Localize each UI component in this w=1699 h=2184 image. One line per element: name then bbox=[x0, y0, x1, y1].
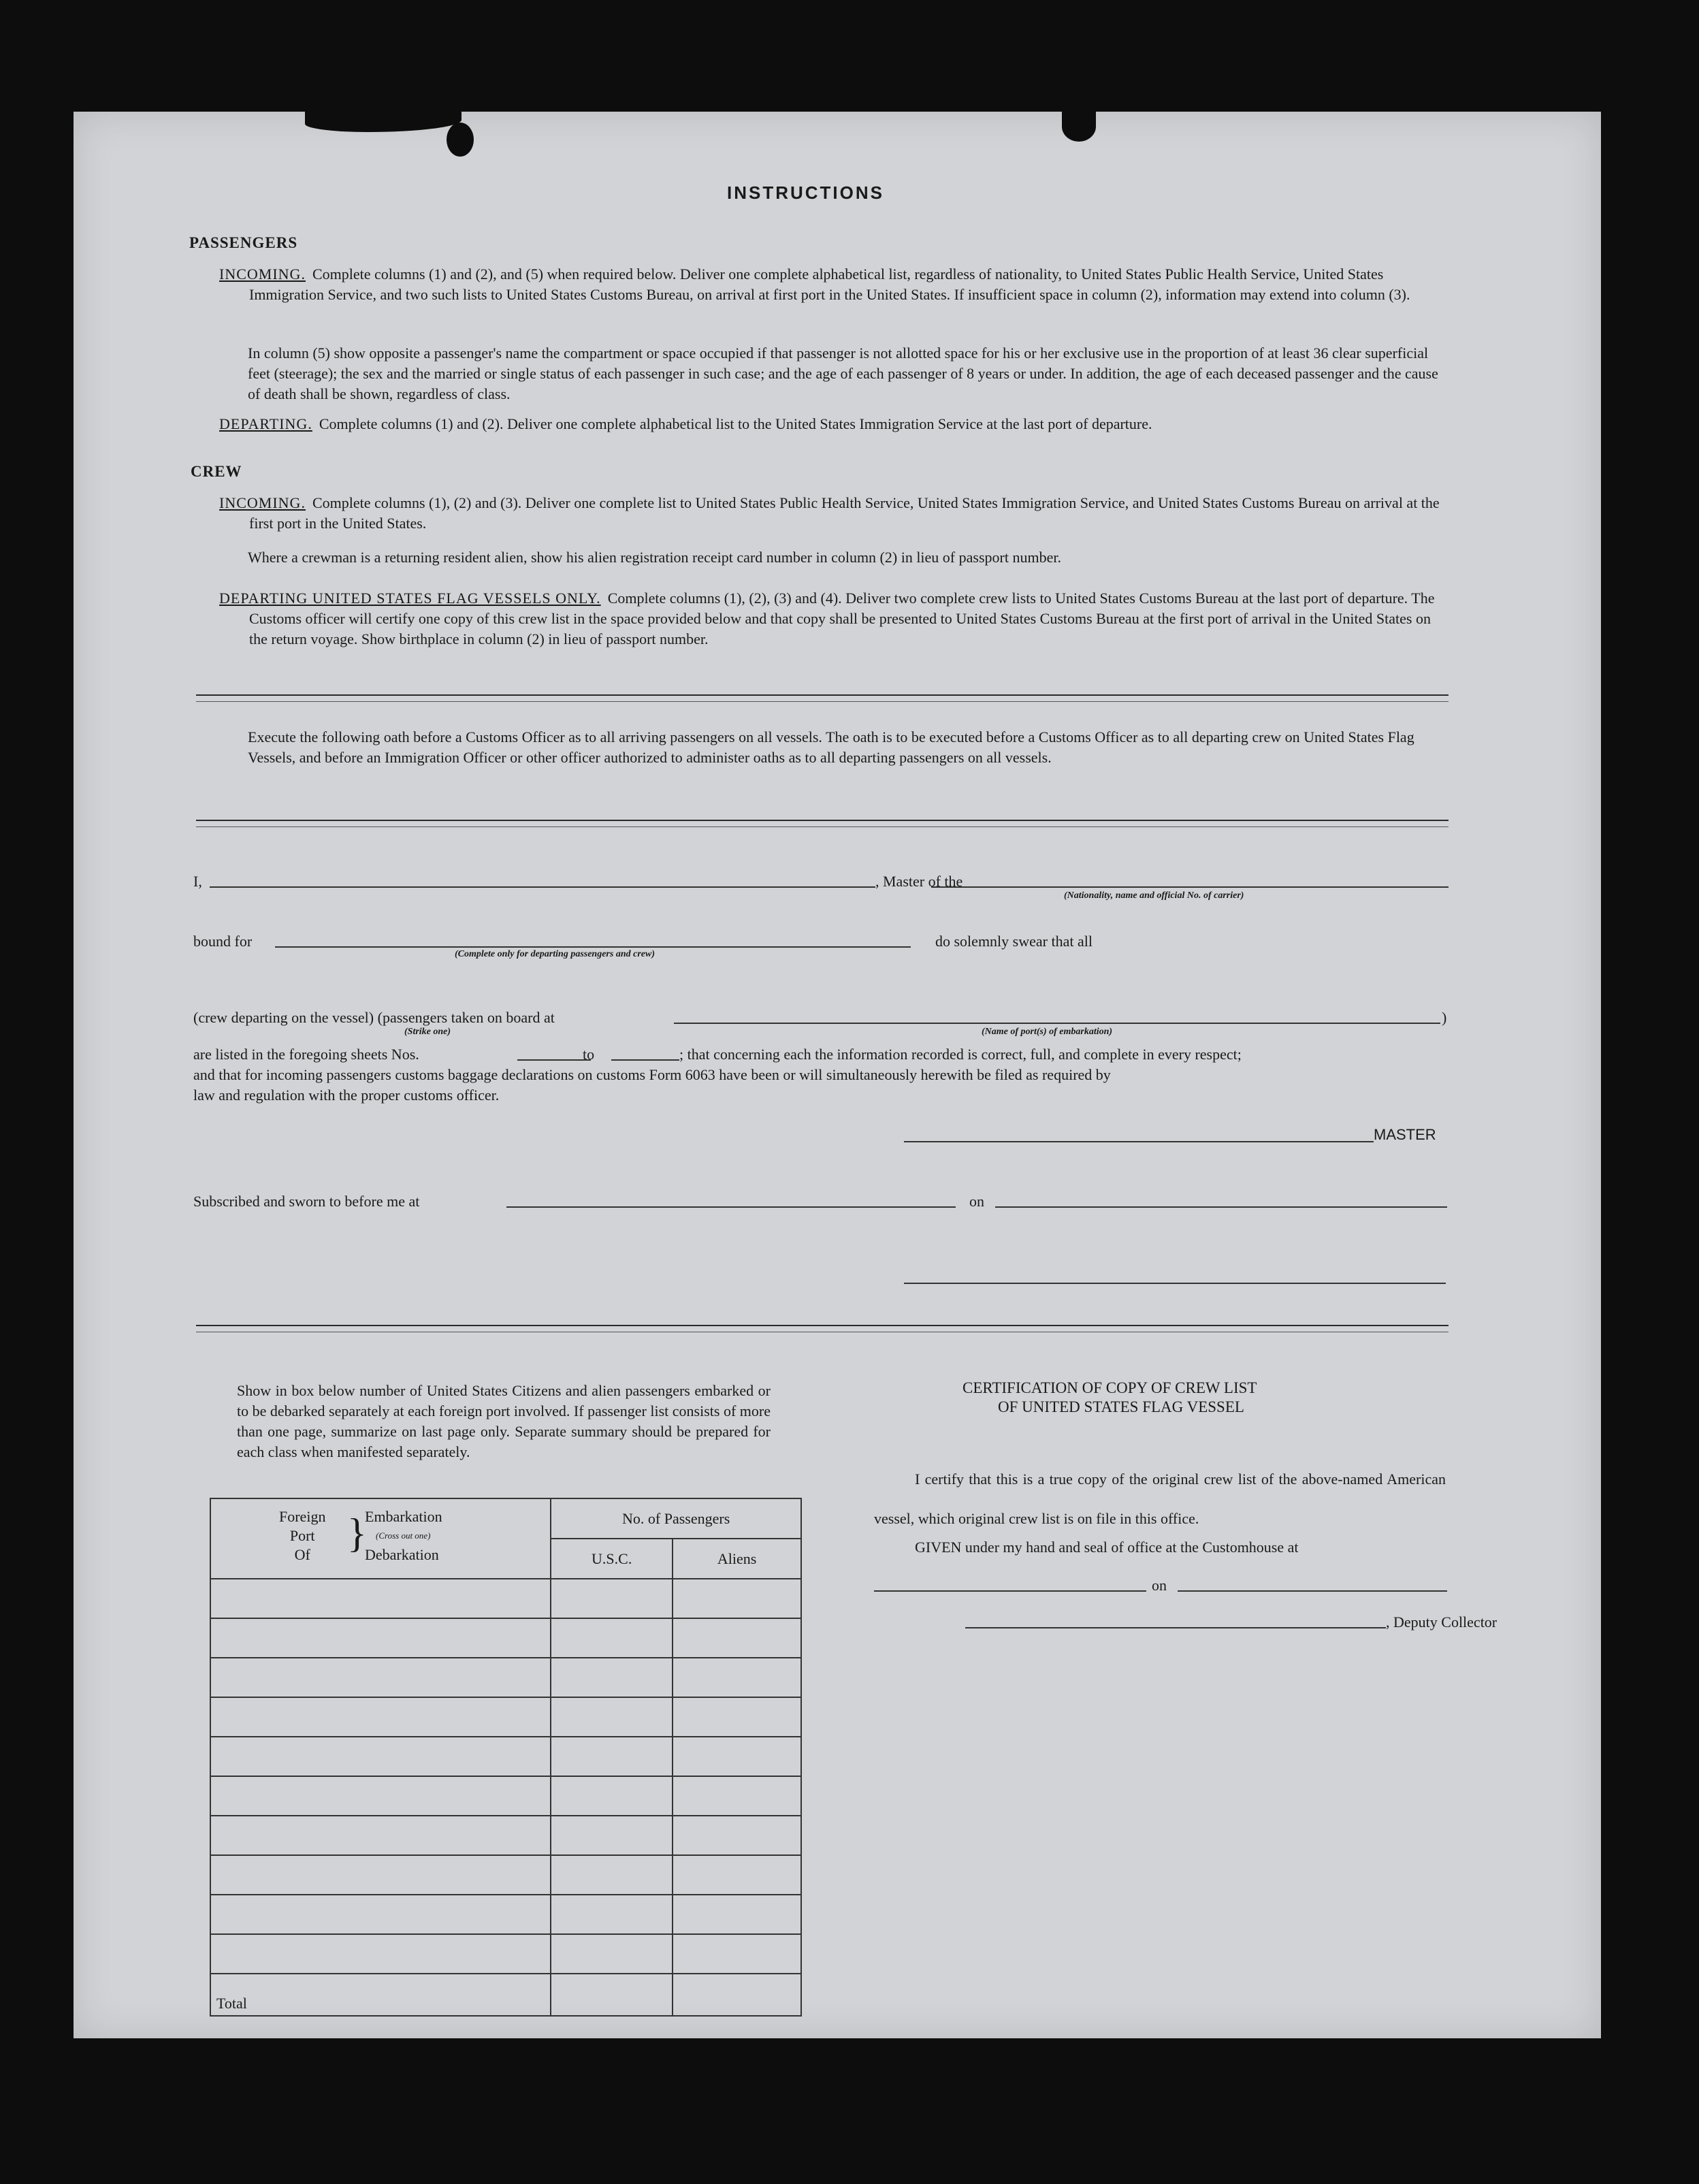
table-row bbox=[210, 1737, 801, 1776]
carrier-field[interactable] bbox=[931, 886, 1449, 888]
certification-on: on bbox=[1152, 1577, 1167, 1594]
subscribed-place-field[interactable] bbox=[506, 1206, 956, 1208]
passenger-summary-table bbox=[210, 1498, 802, 2017]
table-row bbox=[210, 1579, 801, 1618]
passengers-incoming-label: INCOMING. bbox=[219, 266, 306, 283]
port-note: (Name of port(s) of embarkation) bbox=[982, 1027, 1113, 1037]
strike-one-note: (Strike one) bbox=[404, 1027, 451, 1037]
oath-listed-d: law and regulation with the proper customs officer. bbox=[193, 1087, 500, 1104]
certification-date-field[interactable] bbox=[1178, 1590, 1447, 1592]
port-header-cell bbox=[210, 1498, 551, 1579]
aliens-cell[interactable] bbox=[673, 1895, 801, 1934]
aliens-cell[interactable] bbox=[673, 1776, 801, 1816]
aliens-cell[interactable] bbox=[673, 1618, 801, 1658]
aliens-cell[interactable] bbox=[673, 1658, 801, 1697]
divider bbox=[196, 826, 1449, 827]
deputy-collector-label: , Deputy Collector bbox=[1386, 1613, 1498, 1631]
crew-resident-text: Where a crewman is a returning resident alien, show his alien registration receipt card number in column (2) in lieu of passport number. bbox=[248, 549, 1061, 566]
crew-departing-text: Complete columns (1), (2), (3) and (4). Deliver two complete crew lists to United States Customs Bureau at the last port of departure. The Customs officer will certify one copy of this crew list in the space provided below and that copy shall be presented to United States Customs Bureau at the first port of arrival in the United States on the return voyage. Show birthplace in column (2) in lieu of passport number. bbox=[249, 590, 1435, 647]
usc-header: U.S.C. bbox=[551, 1539, 673, 1579]
aliens-cell[interactable] bbox=[673, 1737, 801, 1776]
port-cell[interactable] bbox=[210, 1934, 551, 1974]
port-cell[interactable] bbox=[210, 1618, 551, 1658]
form-page bbox=[74, 112, 1601, 2038]
usc-cell[interactable] bbox=[551, 1697, 673, 1737]
oath-to: to bbox=[583, 1046, 595, 1063]
oath-close-paren: ) bbox=[1442, 1009, 1447, 1026]
no-of-passengers-header: No. of Passengers bbox=[551, 1498, 801, 1539]
usc-cell[interactable] bbox=[551, 1934, 673, 1974]
crew-departing bbox=[219, 588, 1444, 649]
of-label: Of bbox=[294, 1546, 310, 1563]
table-row bbox=[210, 1697, 801, 1737]
usc-cell[interactable] bbox=[551, 1855, 673, 1895]
passengers-incoming bbox=[219, 264, 1444, 305]
port-cell[interactable] bbox=[210, 1579, 551, 1618]
oath-listed-a: are listed in the foregoing sheets Nos. bbox=[193, 1046, 419, 1063]
aliens-header: Aliens bbox=[673, 1539, 801, 1579]
certify-text: I certify that this is a true copy of the original crew list of the above-named American vessel, which original crew list is on file in this office. bbox=[874, 1471, 1446, 1527]
customhouse-field[interactable] bbox=[874, 1590, 1146, 1592]
aliens-cell[interactable] bbox=[673, 1579, 801, 1618]
divider bbox=[196, 694, 1449, 696]
master-name-field[interactable] bbox=[210, 886, 875, 888]
crew-incoming-text: Complete columns (1), (2) and (3). Deliver one complete list to United States Public Health Service, United States Immigration Service, and United States Customs Bureau on arrival at the first port in the United States. bbox=[249, 494, 1440, 532]
table-row bbox=[210, 1776, 801, 1816]
subscribed-label: Subscribed and sworn to before me at bbox=[193, 1193, 420, 1210]
carrier-note: (Nationality, name and official No. of carrier) bbox=[1064, 890, 1244, 901]
passengers-departing bbox=[219, 414, 1458, 434]
departing-note: (Complete only for departing passengers and crew) bbox=[455, 949, 655, 959]
passengers-departing-label: DEPARTING. bbox=[219, 415, 312, 432]
table-row bbox=[210, 1934, 801, 1974]
master-label: MASTER bbox=[1374, 1126, 1436, 1143]
table-row bbox=[210, 1816, 801, 1855]
oath-master-of: , Master of the bbox=[875, 873, 963, 890]
usc-cell[interactable] bbox=[551, 1895, 673, 1934]
divider bbox=[196, 1325, 1449, 1326]
passengers-departing-text: Complete columns (1) and (2). Deliver one complete alphabetical list to the United States Immigration Service at the last port of departure. bbox=[319, 415, 1152, 432]
crew-incoming bbox=[219, 493, 1444, 534]
table-row bbox=[210, 1855, 801, 1895]
bound-for-field[interactable] bbox=[275, 946, 911, 948]
subscribed-on: on bbox=[969, 1193, 984, 1210]
port-cell[interactable] bbox=[210, 1737, 551, 1776]
oath-crew-departing: (crew departing on the vessel) (passengers taken on board at bbox=[193, 1009, 555, 1026]
aliens-cell[interactable] bbox=[673, 1855, 801, 1895]
port-cell[interactable] bbox=[210, 1895, 551, 1934]
aliens-cell[interactable] bbox=[673, 1697, 801, 1737]
port-cell[interactable] bbox=[210, 1658, 551, 1697]
paper-tear bbox=[1062, 112, 1096, 142]
port-cell[interactable] bbox=[210, 1697, 551, 1737]
aliens-cell[interactable] bbox=[673, 1934, 801, 1974]
cross-out-note: (Cross out one) bbox=[376, 1530, 431, 1541]
crew-departing-label: DEPARTING UNITED STATES FLAG VESSELS ONLY. bbox=[219, 590, 601, 607]
usc-cell[interactable] bbox=[551, 1618, 673, 1658]
usc-cell[interactable] bbox=[551, 1776, 673, 1816]
aliens-total-cell[interactable] bbox=[673, 1974, 801, 2016]
paper-tear bbox=[305, 112, 462, 132]
port-cell[interactable] bbox=[210, 1855, 551, 1895]
certification-heading-2: OF UNITED STATES FLAG VESSEL bbox=[998, 1398, 1244, 1415]
divider bbox=[196, 820, 1449, 821]
oath-bound-for: bound for bbox=[193, 933, 253, 950]
foreign-label: Foreign bbox=[279, 1508, 326, 1525]
subscribed-date-field[interactable] bbox=[995, 1206, 1447, 1208]
usc-cell[interactable] bbox=[551, 1579, 673, 1618]
oath-swear: do solemnly swear that all bbox=[935, 933, 1093, 950]
table-row bbox=[210, 1618, 801, 1658]
usc-cell[interactable] bbox=[551, 1658, 673, 1697]
port-cell[interactable] bbox=[210, 1816, 551, 1855]
divider bbox=[196, 701, 1449, 702]
port-cell[interactable] bbox=[210, 1776, 551, 1816]
total-row bbox=[210, 1974, 801, 2016]
page-title: INSTRUCTIONS bbox=[727, 182, 884, 203]
usc-cell[interactable] bbox=[551, 1737, 673, 1776]
box-instructions: Show in box below number of United States Citizens and alien passengers embarked or to be debarked separately at each foreign port involved. If passenger list consists of more than one page, summarize on last page only. Separate summary should be prepared for each class when manifested separately. bbox=[237, 1382, 771, 1460]
brace: } bbox=[347, 1511, 367, 1556]
crew-heading: CREW bbox=[191, 463, 242, 480]
table-row bbox=[210, 1658, 801, 1697]
oath-i-label: I, bbox=[193, 873, 202, 890]
officer-signature-field[interactable] bbox=[904, 1283, 1446, 1284]
crew-incoming-label: INCOMING. bbox=[219, 494, 306, 511]
certification-heading-1: CERTIFICATION OF COPY OF CREW LIST bbox=[962, 1379, 1257, 1396]
deputy-signature-field[interactable] bbox=[965, 1627, 1386, 1628]
sheet-to-field[interactable] bbox=[611, 1059, 679, 1061]
passengers-heading: PASSENGERS bbox=[189, 234, 298, 251]
given-text: GIVEN under my hand and seal of office at the Customhouse at bbox=[915, 1539, 1299, 1556]
embarkation-label: Embarkation bbox=[365, 1508, 442, 1525]
master-signature-field[interactable] bbox=[904, 1141, 1374, 1142]
sheet-from-field[interactable] bbox=[517, 1059, 591, 1061]
passengers-column5-text: In column (5) show opposite a passenger's name the compartment or space occupied if that passenger is not allotted space for his or her exclusive use in the proportion of at least 36 clear superficial feet (steerage); the sex and the married or single status of each passenger in such case; and the age of each passenger of 8 years or under. In addition, the age of each deceased passenger and the cause of death shall be shown, regardless of class. bbox=[248, 344, 1438, 402]
paper-tear bbox=[447, 123, 474, 157]
port-label: Port bbox=[289, 1527, 315, 1544]
usc-cell[interactable] bbox=[551, 1816, 673, 1855]
oath-listed-c: and that for incoming passengers customs baggage declarations on customs Form 6063 have been or will simultaneously herewith be filed as required by bbox=[193, 1066, 1111, 1083]
oath-listed-b: ; that concerning each the information recorded is correct, full, and complete in every respect; bbox=[679, 1046, 1242, 1063]
debarkation-label: Debarkation bbox=[365, 1546, 439, 1563]
table-row bbox=[210, 1895, 801, 1934]
oath-intro: Execute the following oath before a Customs Officer as to all arriving passengers on all vessels. The oath is to be executed before a Customs Officer as to all departing crew on United States Flag Vessels, and before an Immigration Officer or other officer authorized to administer oaths as to all departing passengers on all vessels. bbox=[248, 728, 1414, 766]
port-embarkation-field[interactable] bbox=[674, 1023, 1440, 1024]
total-label: Total bbox=[210, 1974, 551, 2016]
aliens-cell[interactable] bbox=[673, 1816, 801, 1855]
usc-total-cell[interactable] bbox=[551, 1974, 673, 2016]
passengers-incoming-text: Complete columns (1) and (2), and (5) when required below. Deliver one complete alphabetical list, regardless of nationality, to United States Public Health Service, United States Immigration Service, and two such lists to United States Customs Bureau, on arrival at first port in the United States. If insufficient space in column (2), information may extend into column (3). bbox=[249, 266, 1410, 303]
